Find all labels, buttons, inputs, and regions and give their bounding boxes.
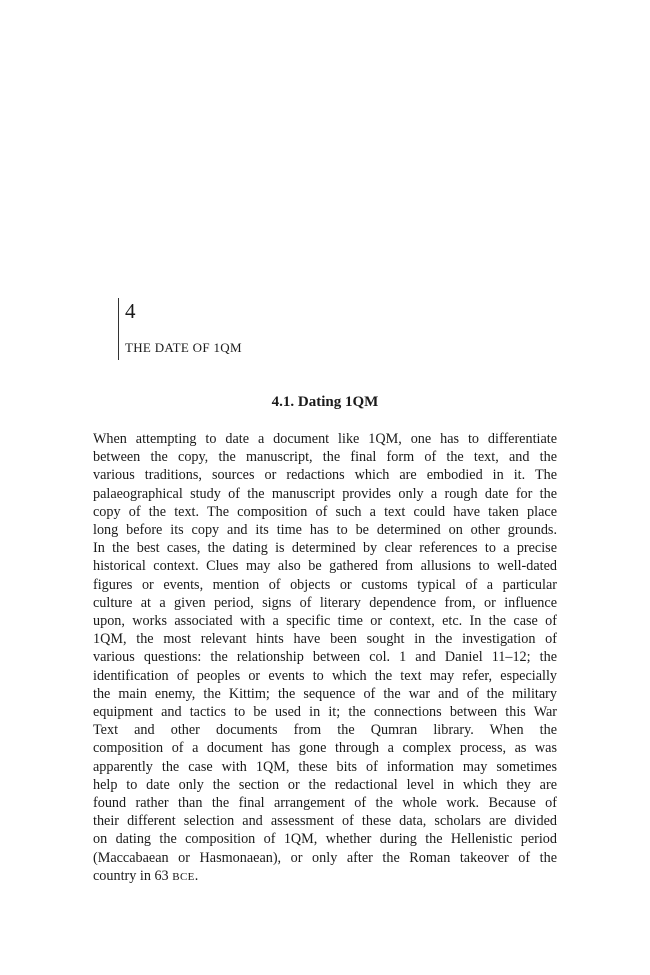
chapter-number: 4 — [125, 299, 136, 323]
chapter-header — [118, 298, 242, 360]
text-line: help to date only the section or the redactional level in which they are — [93, 776, 557, 793]
text-line: the main enemy, the Kittim; the sequence of the war and of the military — [93, 685, 557, 702]
text-line: When attempting to date a document like 1QM, one has to differentiate — [93, 431, 557, 447]
text-line: equipment and tactics to be used in it; the connections between this War — [93, 704, 557, 721]
text-line: identification of peoples or events to which the text may refer, especially — [93, 667, 557, 684]
text-line: between the copy, the manuscript, the final form of the text, and the — [93, 449, 557, 466]
text-line: (Maccabaean or Hasmonaean), or only after the Roman takeover of the — [93, 849, 557, 866]
text-line: various traditions, sources or redactions which are embodied in it. The — [93, 467, 557, 484]
section-heading: 4.1. Dating 1QM — [271, 394, 379, 410]
text-line: palaeographical study of the manuscript provides only a rough date for the — [93, 485, 557, 502]
text-line: composition of a document has gone through a complex process, as was — [93, 740, 557, 757]
era-abbreviation: BCE — [172, 870, 195, 883]
text-line: historical context. Clues may also be gathered from allusions to well-dated — [93, 558, 557, 575]
chapter-title: THE DATE OF 1QM — [125, 340, 242, 355]
text-line: figures or events, mention of objects or customs typical of a particular — [93, 576, 557, 593]
text-fragment: country in 63 — [93, 867, 173, 884]
text-line: upon, works associated with a specific time or context, etc. In the case of — [93, 613, 557, 630]
text-line: their different selection and assessment of these data, scholars are divided — [93, 813, 557, 830]
body-paragraph — [93, 430, 557, 886]
text-line: 1QM, the most relevant hints have been sought in the investigation of — [93, 631, 557, 648]
text-line: found rather than the final arrangement of the whole work. Because of — [93, 795, 557, 812]
text-line: copy of the text. The composition of such a text could have taken place — [93, 503, 557, 520]
text-line: Text and other documents from the Qumran library. When the — [93, 722, 557, 739]
text-line: various questions: the relationship between col. 1 and Daniel 11–12; the — [93, 649, 557, 666]
text-line: culture at a given period, signs of literary dependence from, or influence — [93, 594, 557, 611]
text-line: on dating the composition of 1QM, whether during the Hellenistic period — [93, 831, 557, 848]
text-line: long before its copy and its time has to be determined on other grounds. — [93, 522, 557, 539]
text-fragment: . — [194, 867, 199, 884]
text-line-last — [93, 867, 557, 886]
text-line: In the best cases, the dating is determined by clear references to a precise — [93, 540, 557, 557]
text-line: apparently the case with 1QM, these bits of information may sometimes — [93, 758, 557, 775]
